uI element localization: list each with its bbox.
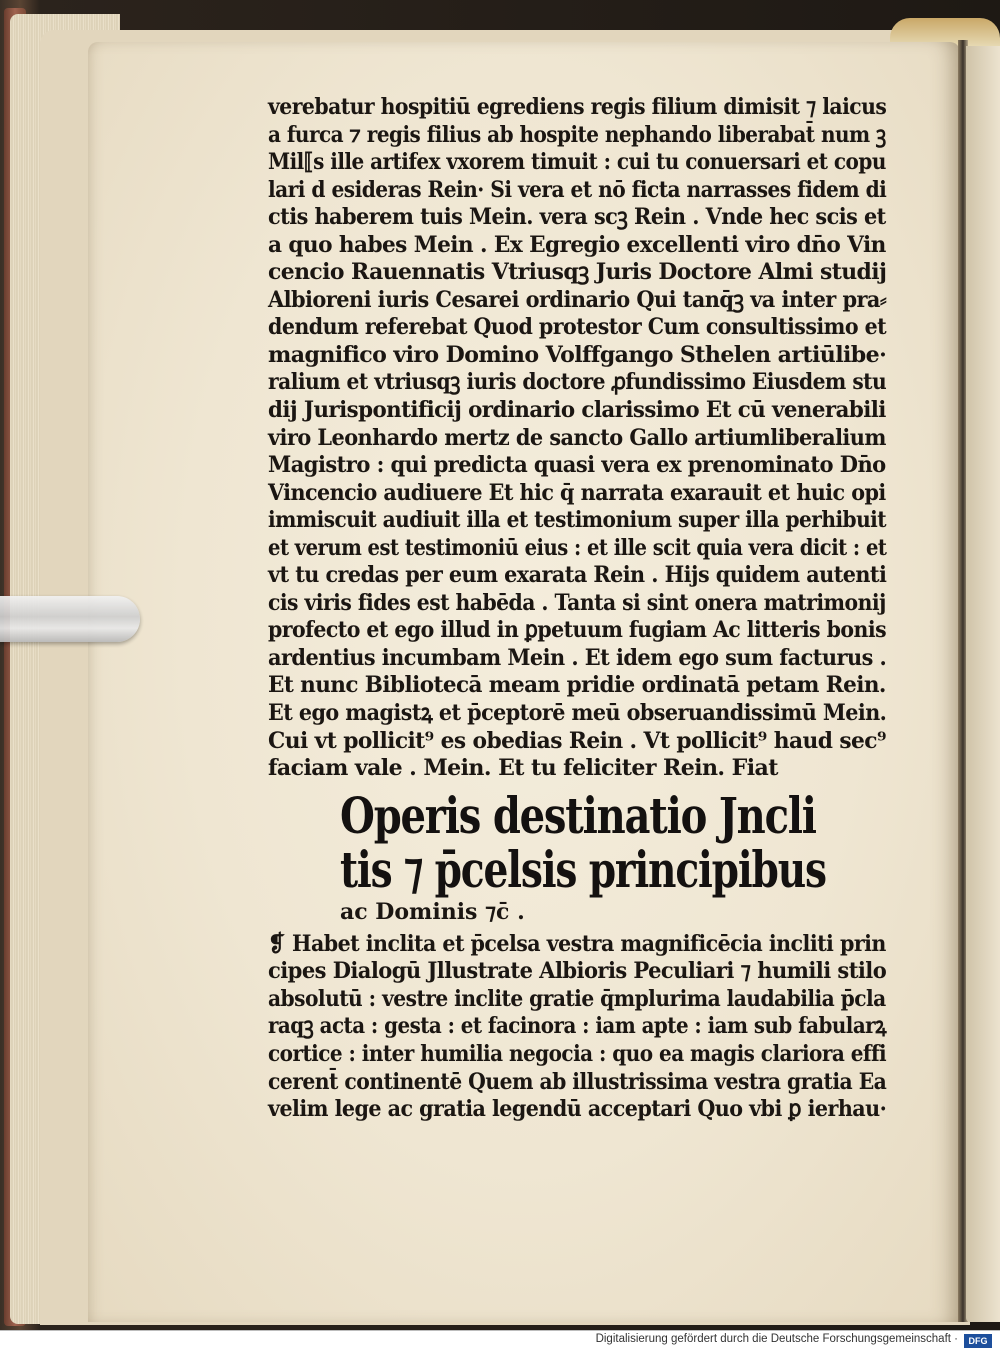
text-line: magnifico viro Domino Volffgango Sthelen artiūlibe· [268,341,887,368]
text-line: lari d esideras Rein· Si vera et nō ficta narrasses fidem di [268,176,887,203]
heading-line-1: Operis destinatio Jncli [340,785,816,845]
text-line: Albioreni iuris Cesarei ordinario Qui tanq̄ꝫ va inter pra⸗ [268,286,887,313]
facing-page-edge [966,46,1000,1322]
text-line: cipes Dialogū Jllustrate Albioris Peculiari ⁊ humili stilo [268,958,887,985]
text-run: Habet inclita et p̄celsa vestra magnificēcia incliti prin [292,930,886,957]
text-line: ctis haberem tuis Mein. vera scꝫ Rein . Vnde hec scis et [268,204,886,231]
text-line: cis viris fides est habēda . Tanta si sint onera matrimonij [268,589,886,616]
text-line: Cui vt pollicit⁹ es obedias Rein . Vt pollicit⁹ haud sec⁹ [268,727,886,754]
text-line: vt tu credas per eum exarata Rein . Hijs quidem autenti [268,562,887,589]
text-line: viro Leonhardo mertz de sancto Gallo artiumliberalium [268,424,886,451]
text-line: ralium et vtriusqꝫ iuris doctore ꝓfundissimo Eiusdem stu [268,369,887,396]
text-line: a quo habes Mein . Ex Egregio excellenti viro dn̄o Vin [268,231,886,258]
text-line: absolutū : vestre inclite gratie q̄mplurima laudabilia p̄cla [268,985,886,1012]
footer-credit: Digitalisierung gefördert durch die Deutsche Forschungsgemeinschaft · [595,1333,958,1345]
pilcrow-mark: ❡ [268,930,285,957]
text-line: Vincencio audiuere Et hic q̄ narrata exarauit et huic opi [268,479,886,506]
text-line: dendum referebat Quod protestor Cum consultissimo et [268,314,887,341]
text-block [268,94,898,1124]
text-line: profecto et ego illud in ꝑpetuum fugiam Ac litteris bonis [268,617,887,644]
heading-line-2: tis ⁊ p̄celsis principibus [340,839,826,899]
heading-line-3: ac Dominis ⁊c̄ . [340,898,525,925]
text-line: raqꝫ acta : gesta : et facinora : iam apte : iam sub fabularꝝ [268,1013,887,1040]
footer-bar [0,1330,1000,1351]
closing-paragraph [268,931,898,1124]
text-line: Magistro : qui predicta quasi vera ex prenominato Dn̄o [268,452,886,479]
text-line: dij Jurispontificij ordinario clarissimo Et cū venerabili [268,397,886,424]
text-line: cortice : inter humilia negocia : quo ea magis clariora effi [268,1041,887,1068]
dfg-logo: DFG [964,1334,992,1348]
text-line: a furca ⁊ regis filius ab hospite nephando liberabat̄ num ꝫ [268,121,886,148]
text-line [268,930,886,959]
section-heading [268,785,898,927]
text-line: ardentius incumbam Mein . Et idem ego sum facturus . [268,644,887,671]
text-line: Et ego magistꝝ et p̄ceptorē meū obseruandissimū Mein. [268,700,887,727]
text-line: et verum est testimoniū eius : et ille scit quia vera dicit : et [268,534,887,561]
text-line: Et nunc Bibliotecā meam pridie ordinatā petam Rein. [268,672,886,699]
text-line: velim lege ac gratia legendū acceptari Quo vbi ꝑ ierhau· [268,1096,887,1123]
text-line: cerent̄ continentē Quem ab illustrissima vestra gratia Ea [268,1068,887,1095]
text-line: immiscuit audiuit illa et testimonium super illa perhibuit [268,507,887,534]
text-line: Mil⟦s ille artifex vxorem timuit : cui tu conuersari et copu [268,149,886,176]
page-holder-clamp [0,596,140,642]
text-line: faciam vale . Mein. Et tu feliciter Rein. Fiat [268,755,778,782]
text-line: cencio Rauennatis Vtriusqꝫ Juris Doctore Almi studij [268,259,887,286]
body-text [268,94,898,783]
text-line: verebatur hospitiū egrediens regis filium dimisit ⁊ laicus [268,94,887,120]
